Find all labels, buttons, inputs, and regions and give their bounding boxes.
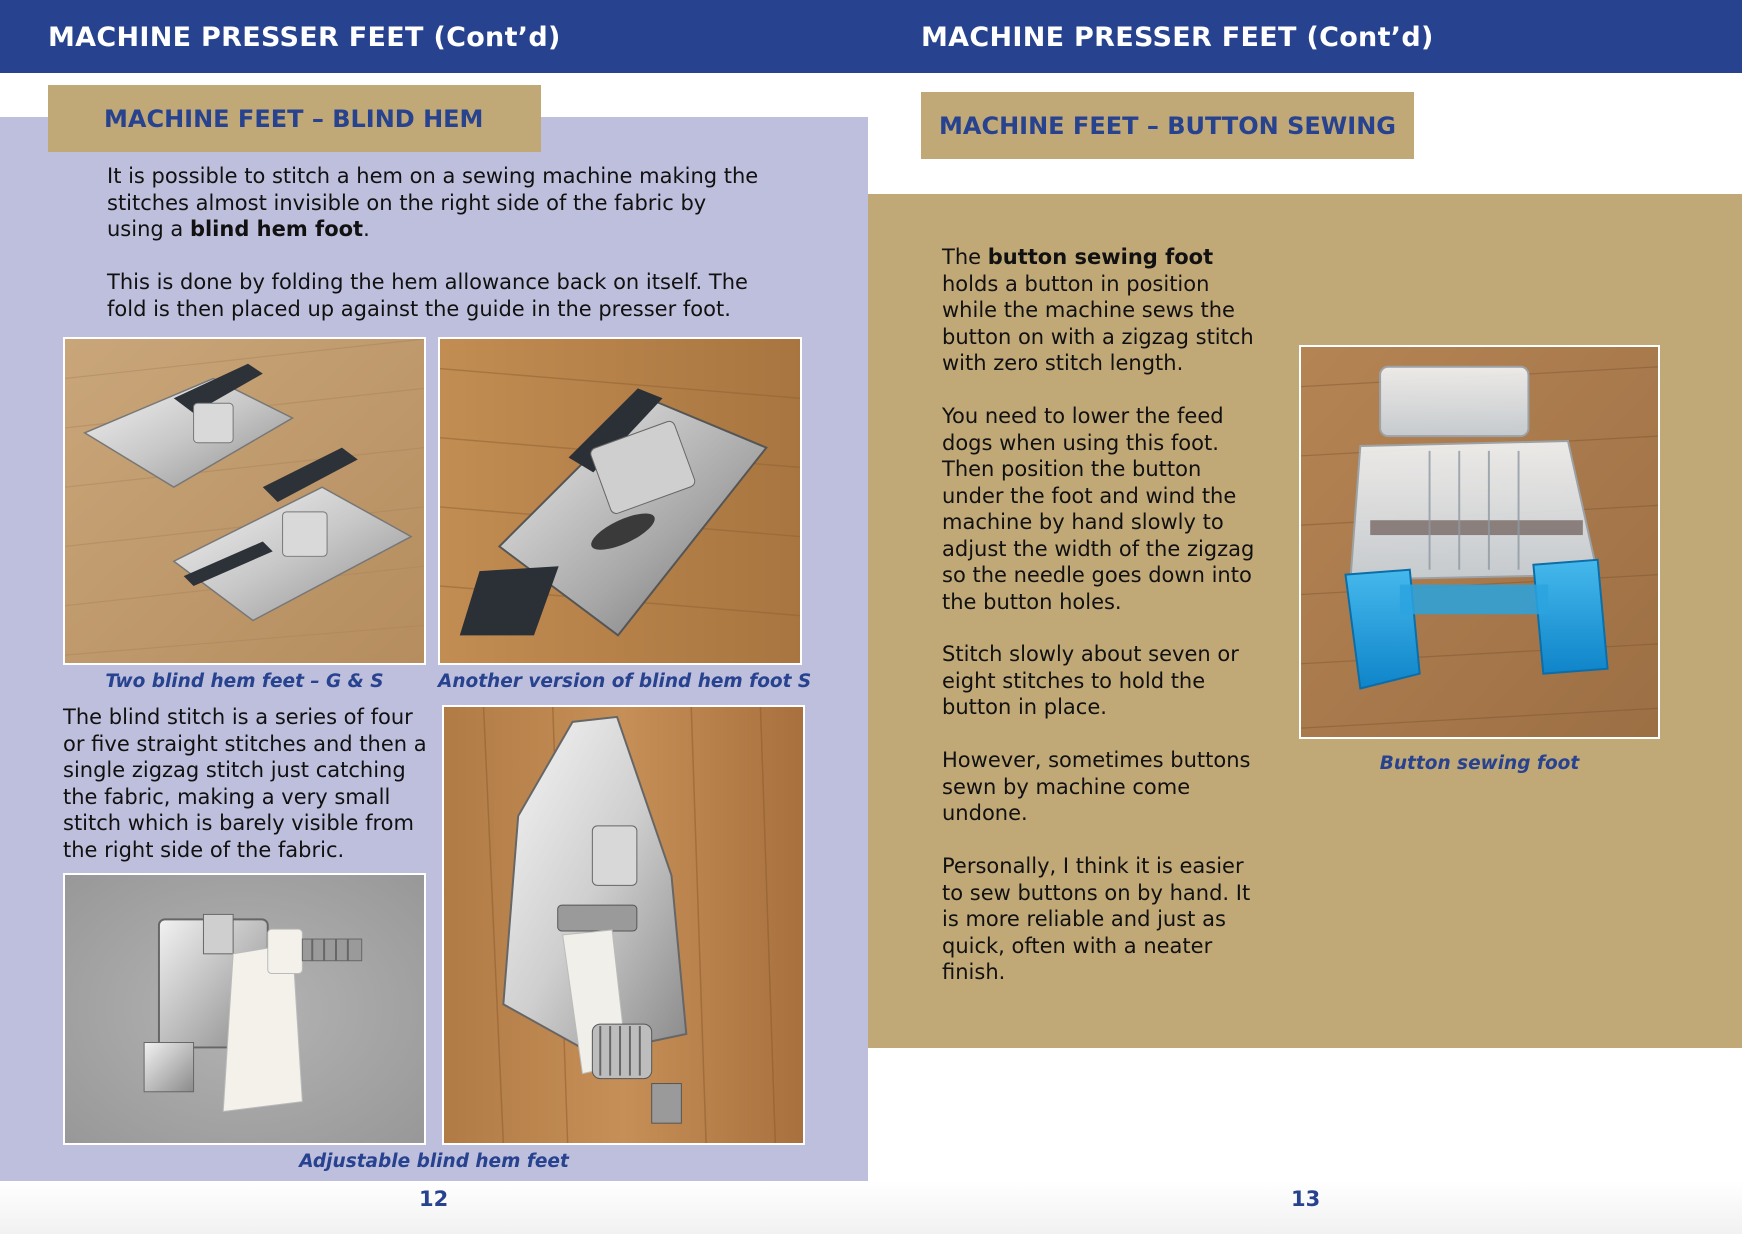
photo-adjustable-foot-felt	[63, 873, 426, 1145]
button-foot-paragraph-4: However, sometimes buttons sewn by machine come undone.	[942, 748, 1251, 825]
button-foot-paragraph-2: You need to lower the feed dogs when using this foot. Then position the button under the foot and wind the machine by hand slowly to adjust the width of the zigzag so the needle goes down into the button holes.	[942, 404, 1255, 614]
caption-button-sewing-foot: Button sewing foot	[1379, 753, 1580, 774]
blind-stitch-paragraph: The blind stitch is a series of four or five straight stitches and then a single zigzag stitch just catching the fabric, making a very small stitch which is barely visible from the right side of the fabric.	[63, 705, 427, 862]
page-header-bar	[0, 0, 868, 73]
photo-adjustable-foot-wood	[442, 705, 805, 1145]
section-tab-blind-hem: MACHINE FEET – BLIND HEM	[48, 85, 541, 152]
button-foot-paragraph-3: Stitch slowly about seven or eight stitches to hold the button in place.	[942, 642, 1239, 719]
photo-blind-hem-foot-s	[438, 337, 802, 665]
photo-two-blind-hem-feet	[63, 337, 426, 665]
caption-adjustable-feet: Adjustable blind hem feet	[299, 1151, 569, 1172]
section-tab-button-sewing: MACHINE FEET – BUTTON SEWING	[921, 92, 1414, 159]
caption-another-version: Another version of blind hem foot S	[438, 671, 812, 692]
button-foot-paragraph-5: Personally, I think it is easier to sew buttons on by hand. It is more reliable and just as quick, often with a neater finish.	[942, 854, 1251, 984]
page-header-title: MACHINE PRESSER FEET (Cont’d)	[921, 22, 1434, 53]
page-number-13: 13	[1291, 1187, 1321, 1211]
page-13	[868, 0, 1742, 1234]
paragraph-bold-term: button sewing foot	[987, 245, 1214, 269]
intro-bold-term: blind hem foot	[189, 217, 364, 241]
intro-text: It is possible to stitch a hem on a sewing machine making the stitches almost invisible on the right side of the fabric by using a	[107, 164, 759, 241]
paragraph-text-end: holds a button in position while the machine sews the button on with a zigzag stitch with zero stitch length.	[942, 271, 1254, 375]
paragraph-text: The	[942, 245, 988, 269]
intro-text-end: .	[363, 217, 370, 241]
page-12	[0, 0, 868, 1234]
photo-button-sewing-foot	[1299, 345, 1660, 739]
page-header-bar	[868, 0, 1742, 73]
intro-paragraph-2: This is done by folding the hem allowance back on itself. The fold is then placed up against the guide in the presser foot.	[107, 270, 748, 321]
intro-paragraph-1	[107, 163, 767, 243]
button-foot-paragraph-1	[942, 244, 1267, 377]
page-header-title: MACHINE PRESSER FEET (Cont’d)	[48, 22, 561, 53]
page-number-12: 12	[419, 1187, 449, 1211]
caption-two-blind-hem-feet: Two blind hem feet – G & S	[105, 671, 384, 692]
